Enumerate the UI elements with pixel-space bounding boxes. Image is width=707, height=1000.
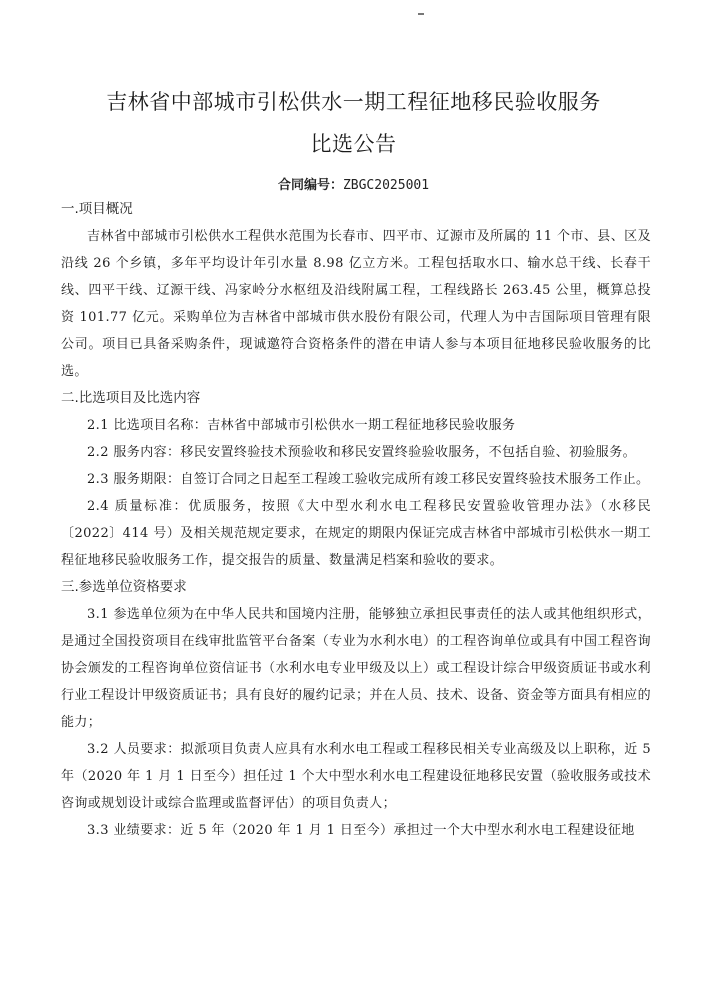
paragraph: 2.4 质量标准：优质服务，按照《大中型水利水电工程移民安置验收管理办法》（水移民〔2022〕414 号）及相关规范规定要求，在规定的期限内保证完成吉林省中部城市引松供水一期工程征地移民验收服务工作，提交报告的质量、数量满足档案和验收的要求。	[61, 499, 651, 568]
contract-number	[0, 174, 707, 193]
section-heading: 一.项目概况	[61, 201, 133, 217]
paragraph: 2.3 服务期限：自签订合同之日起至工程竣工验收完成所有竣工移民安置终验技术服务工作止。	[87, 472, 650, 487]
paragraph: 2.2 服务内容：移民安置终验技术预验收和移民安置终验验收服务，不包括自验、初验服务。	[87, 445, 637, 460]
section-selection-content	[61, 385, 651, 574]
contract-code: ZBGC2025001	[342, 178, 430, 193]
document-subtitle: 比选公告	[310, 132, 397, 156]
section-heading: 二.比选项目及比选内容	[61, 390, 201, 406]
paragraph: 3.2 人员要求：拟派项目负责人应具有水利水电工程或工程移民相关专业高级及以上职称，近 5 年（2020 年 1 月 1 日至今）担任过 1 个大中型水利水电工程建设征地移民安置（验收服务或技术咨询或规划设计或综合监理或监督评估）的项目负责人；	[61, 742, 651, 811]
document-body	[61, 196, 651, 844]
scan-artifact	[418, 13, 424, 15]
paragraph: 2.1 比选项目名称：吉林省中部城市引松供水一期工程征地移民验收服务	[87, 418, 516, 433]
paragraph: 3.1 参选单位须为在中华人民共和国境内注册，能够独立承担民事责任的法人或其他组织形式，是通过全国投资项目在线审批监管平台备案（专业为水利水电）的工程咨询单位或具有中国工程咨询协会颁发的工程咨询单位资信证书（水利水电专业甲级及以上）或工程设计综合甲级资质证书或水利行业工程设计甲级资质证书；具有良好的履约记录；并在人员、技术、设备、资金等方面具有相应的能力；	[61, 607, 651, 730]
paragraph: 3.3 业绩要求：近 5 年（2020 年 1 月 1 日至今）承担过一个大中型水利水电工程建设征地	[87, 823, 635, 838]
contract-label: 合同编号：	[277, 178, 343, 193]
section-heading: 三.参选单位资格要求	[61, 579, 187, 595]
paragraph: 吉林省中部城市引松供水工程供水范围为长春市、四平市、辽源市及所属的 11 个市、县、区及沿线 26 个乡镇，多年平均设计年引水量 8.98 亿立方米。工程包括取水口、输水总干线、长春干线、四平干线、辽源干线、冯家岭分水枢纽及沿线附属工程，工程线路长 263.45 公里，概算总投资 101.77 亿元。采购单位为吉林省中部城市供水股份有限公司，代理人为中吉国际项目管理有限公司。项目已具备采购条件，现诚邀符合资格条件的潜在申请人参与本项目征地移民验收服务的比选。	[61, 229, 651, 379]
section-project-overview	[61, 196, 651, 385]
document-title: 吉林省中部城市引松供水一期工程征地移民验收服务	[106, 90, 601, 114]
section-qualification-requirements	[61, 574, 651, 844]
